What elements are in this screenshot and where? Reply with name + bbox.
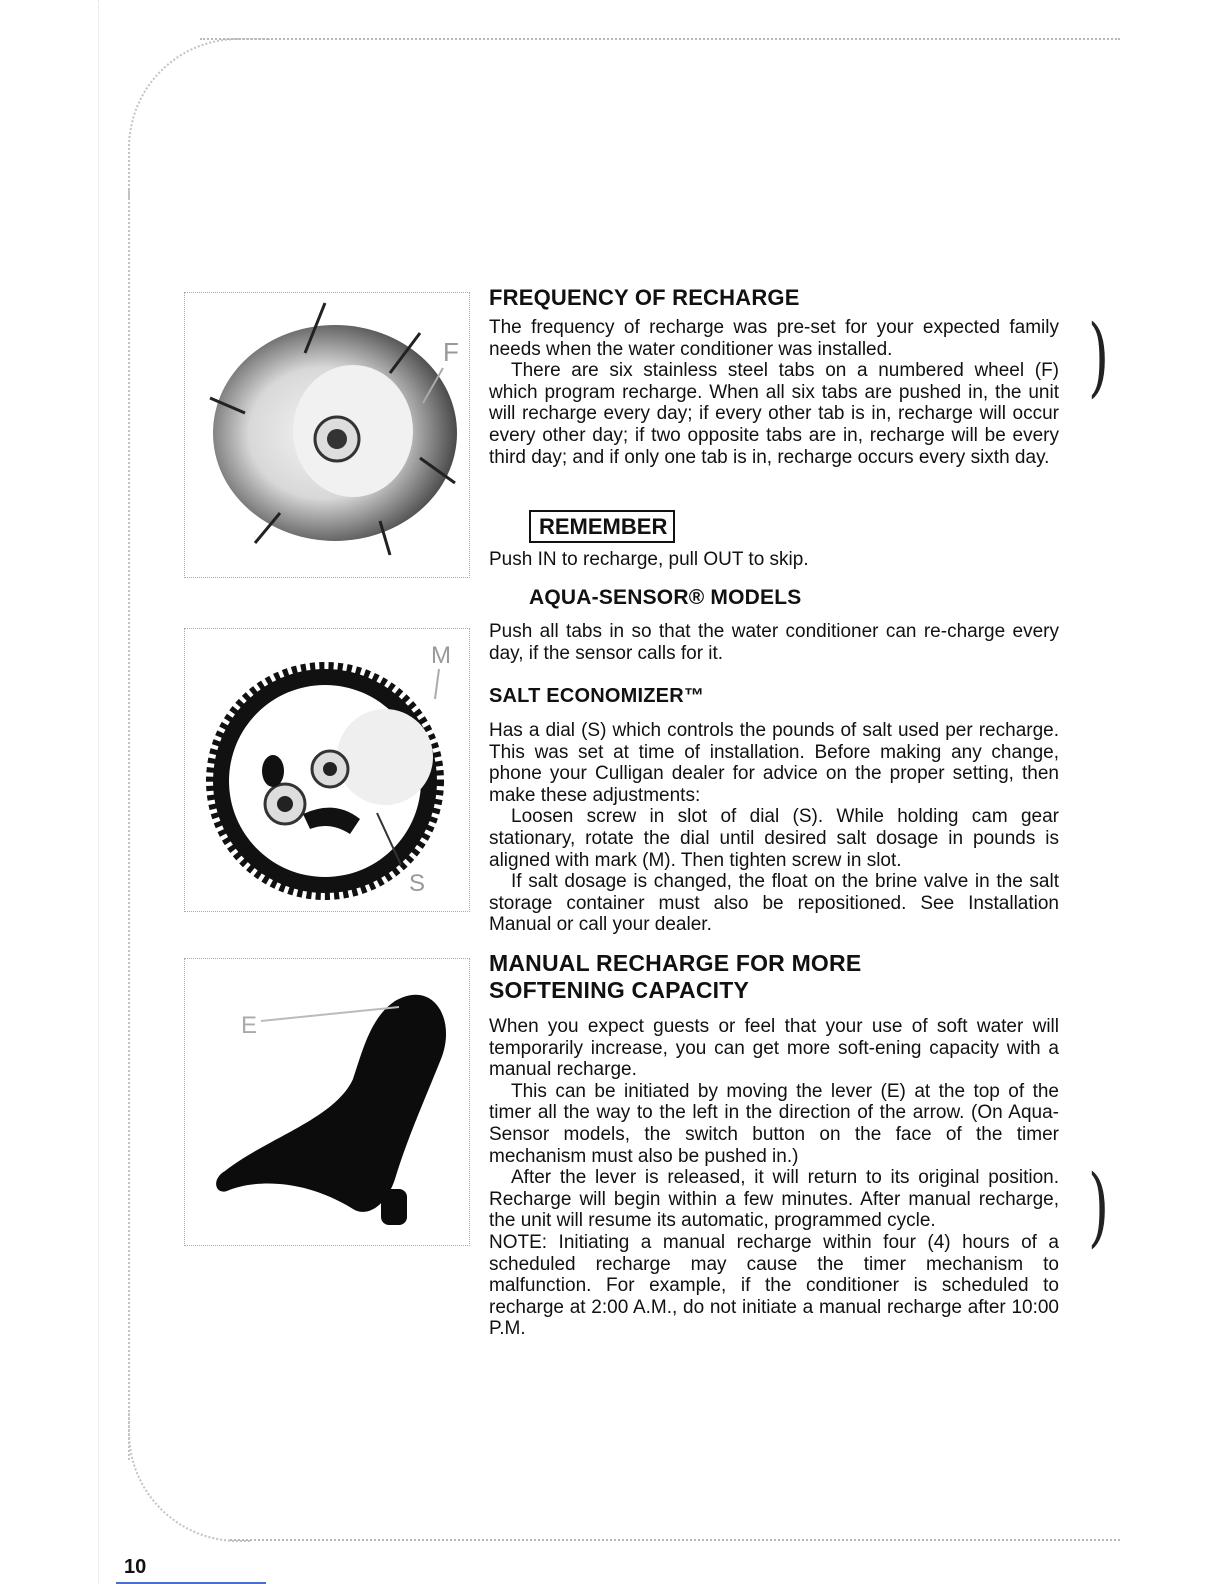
wheel-screw <box>327 429 347 449</box>
remember-section <box>489 510 1059 571</box>
manual-heading-line-1: MANUAL RECHARGE FOR MORE <box>489 950 862 976</box>
lever-illustration <box>185 959 469 1245</box>
remember-text: Push IN to recharge, pull OUT to skip. <box>489 549 809 570</box>
salt-economizer-heading: SALT ECONOMIZER™ <box>489 685 705 707</box>
callout-s: S <box>409 870 426 897</box>
lever-stem <box>381 1189 407 1225</box>
aqua-sensor-heading: AQUA-SENSOR® MODELS <box>529 586 802 609</box>
margin-bracket-bottom: ) <box>1088 1155 1110 1257</box>
photo-numbered-wheel <box>184 292 470 578</box>
frame-corner-bottom <box>128 1410 250 1542</box>
gear-hole <box>262 755 284 787</box>
frequency-paragraph-2: There are six stainless steel tabs on a numbered wheel (F) which program recharge. When all six tabs are pushed in, the unit will recharge every day; if every other tab is in, recharge will occur every other day; if two opposite tabs are in, recharge will be every third day; and if only one tab is in, recharge occurs every sixth day. <box>489 360 1059 468</box>
manual-heading-line-2: SOFTENING CAPACITY <box>489 977 750 1003</box>
gear-illustration <box>185 629 469 911</box>
salt-paragraph-2: Loosen screw in slot of dial (S). While holding cam gear stationary, rotate the dial until desired salt dosage in pounds is aligned with mark (M). Then tighten screw in slot. <box>489 806 1059 871</box>
aqua-sensor-text: Push all tabs in so that the water conditioner can re-charge every day, if the sensor calls for it. <box>489 621 1059 664</box>
salt-paragraph-3: If salt dosage is changed, the float on the brine valve in the salt storage container must also be repositioned. See Installation Manual or call your dealer. <box>489 871 1059 936</box>
manual-paragraph-1: When you expect guests or feel that your use of soft water will temporarily increase, you can get more soft-ening capacity with a manual recharge. <box>489 1016 1059 1081</box>
frequency-section <box>489 284 1059 468</box>
frame-left-border <box>128 190 130 1460</box>
aqua-sensor-section <box>489 584 1059 664</box>
manual-note: NOTE: Initiating a manual recharge within four (4) hours of a scheduled recharge may cause the timer mechanism to malfunction. For example, if the conditioner is scheduled to recharge at 2:00 A.M., do not initiate a manual recharge after 10:00 P.M. <box>489 1231 1059 1340</box>
salt-paragraph-1: Has a dial (S) which controls the pounds of salt used per recharge. This was set at time of installation. Before making any change, phone your Culligan dealer for advice on the proper setting, then make these adjustments: <box>489 720 1059 806</box>
margin-bracket-top: ) <box>1088 305 1110 407</box>
salt-dial <box>337 709 433 805</box>
photo-cam-gear <box>184 628 470 912</box>
salt-economizer-section <box>489 683 1059 936</box>
callout-f: F <box>443 337 459 367</box>
manual-paragraph-2: This can be initiated by moving the lever (E) at the top of the timer all the way to the left in the direction of the arrow. (On Aqua-Sensor models, the switch button on the face of the timer mechanism must also be pushed in.) <box>489 1080 1059 1167</box>
callout-m: M <box>431 642 451 669</box>
frequency-heading: FREQUENCY OF RECHARGE <box>489 285 800 310</box>
manual-recharge-section <box>489 950 1059 1340</box>
manual-paragraph-3: After the lever is released, it will return to its original position. Recharge will begin within a few minutes. After manual recharge, the unit will resume its automatic, programmed cycle. <box>489 1167 1059 1232</box>
frame-bottom-border <box>230 1539 1120 1541</box>
frequency-paragraph-1: The frequency of recharge was pre-set for your expected family needs when the water conditioner was installed. <box>489 317 1059 360</box>
callout-e: E <box>241 1012 258 1039</box>
page-number: 10 <box>124 1556 147 1578</box>
wheel-illustration <box>185 293 469 577</box>
photo-timer-lever <box>184 958 470 1246</box>
remember-box: REMEMBER <box>529 510 675 543</box>
margin-line <box>98 0 99 1584</box>
frame-corner-top <box>128 38 270 200</box>
frame-top-border <box>200 38 1120 40</box>
